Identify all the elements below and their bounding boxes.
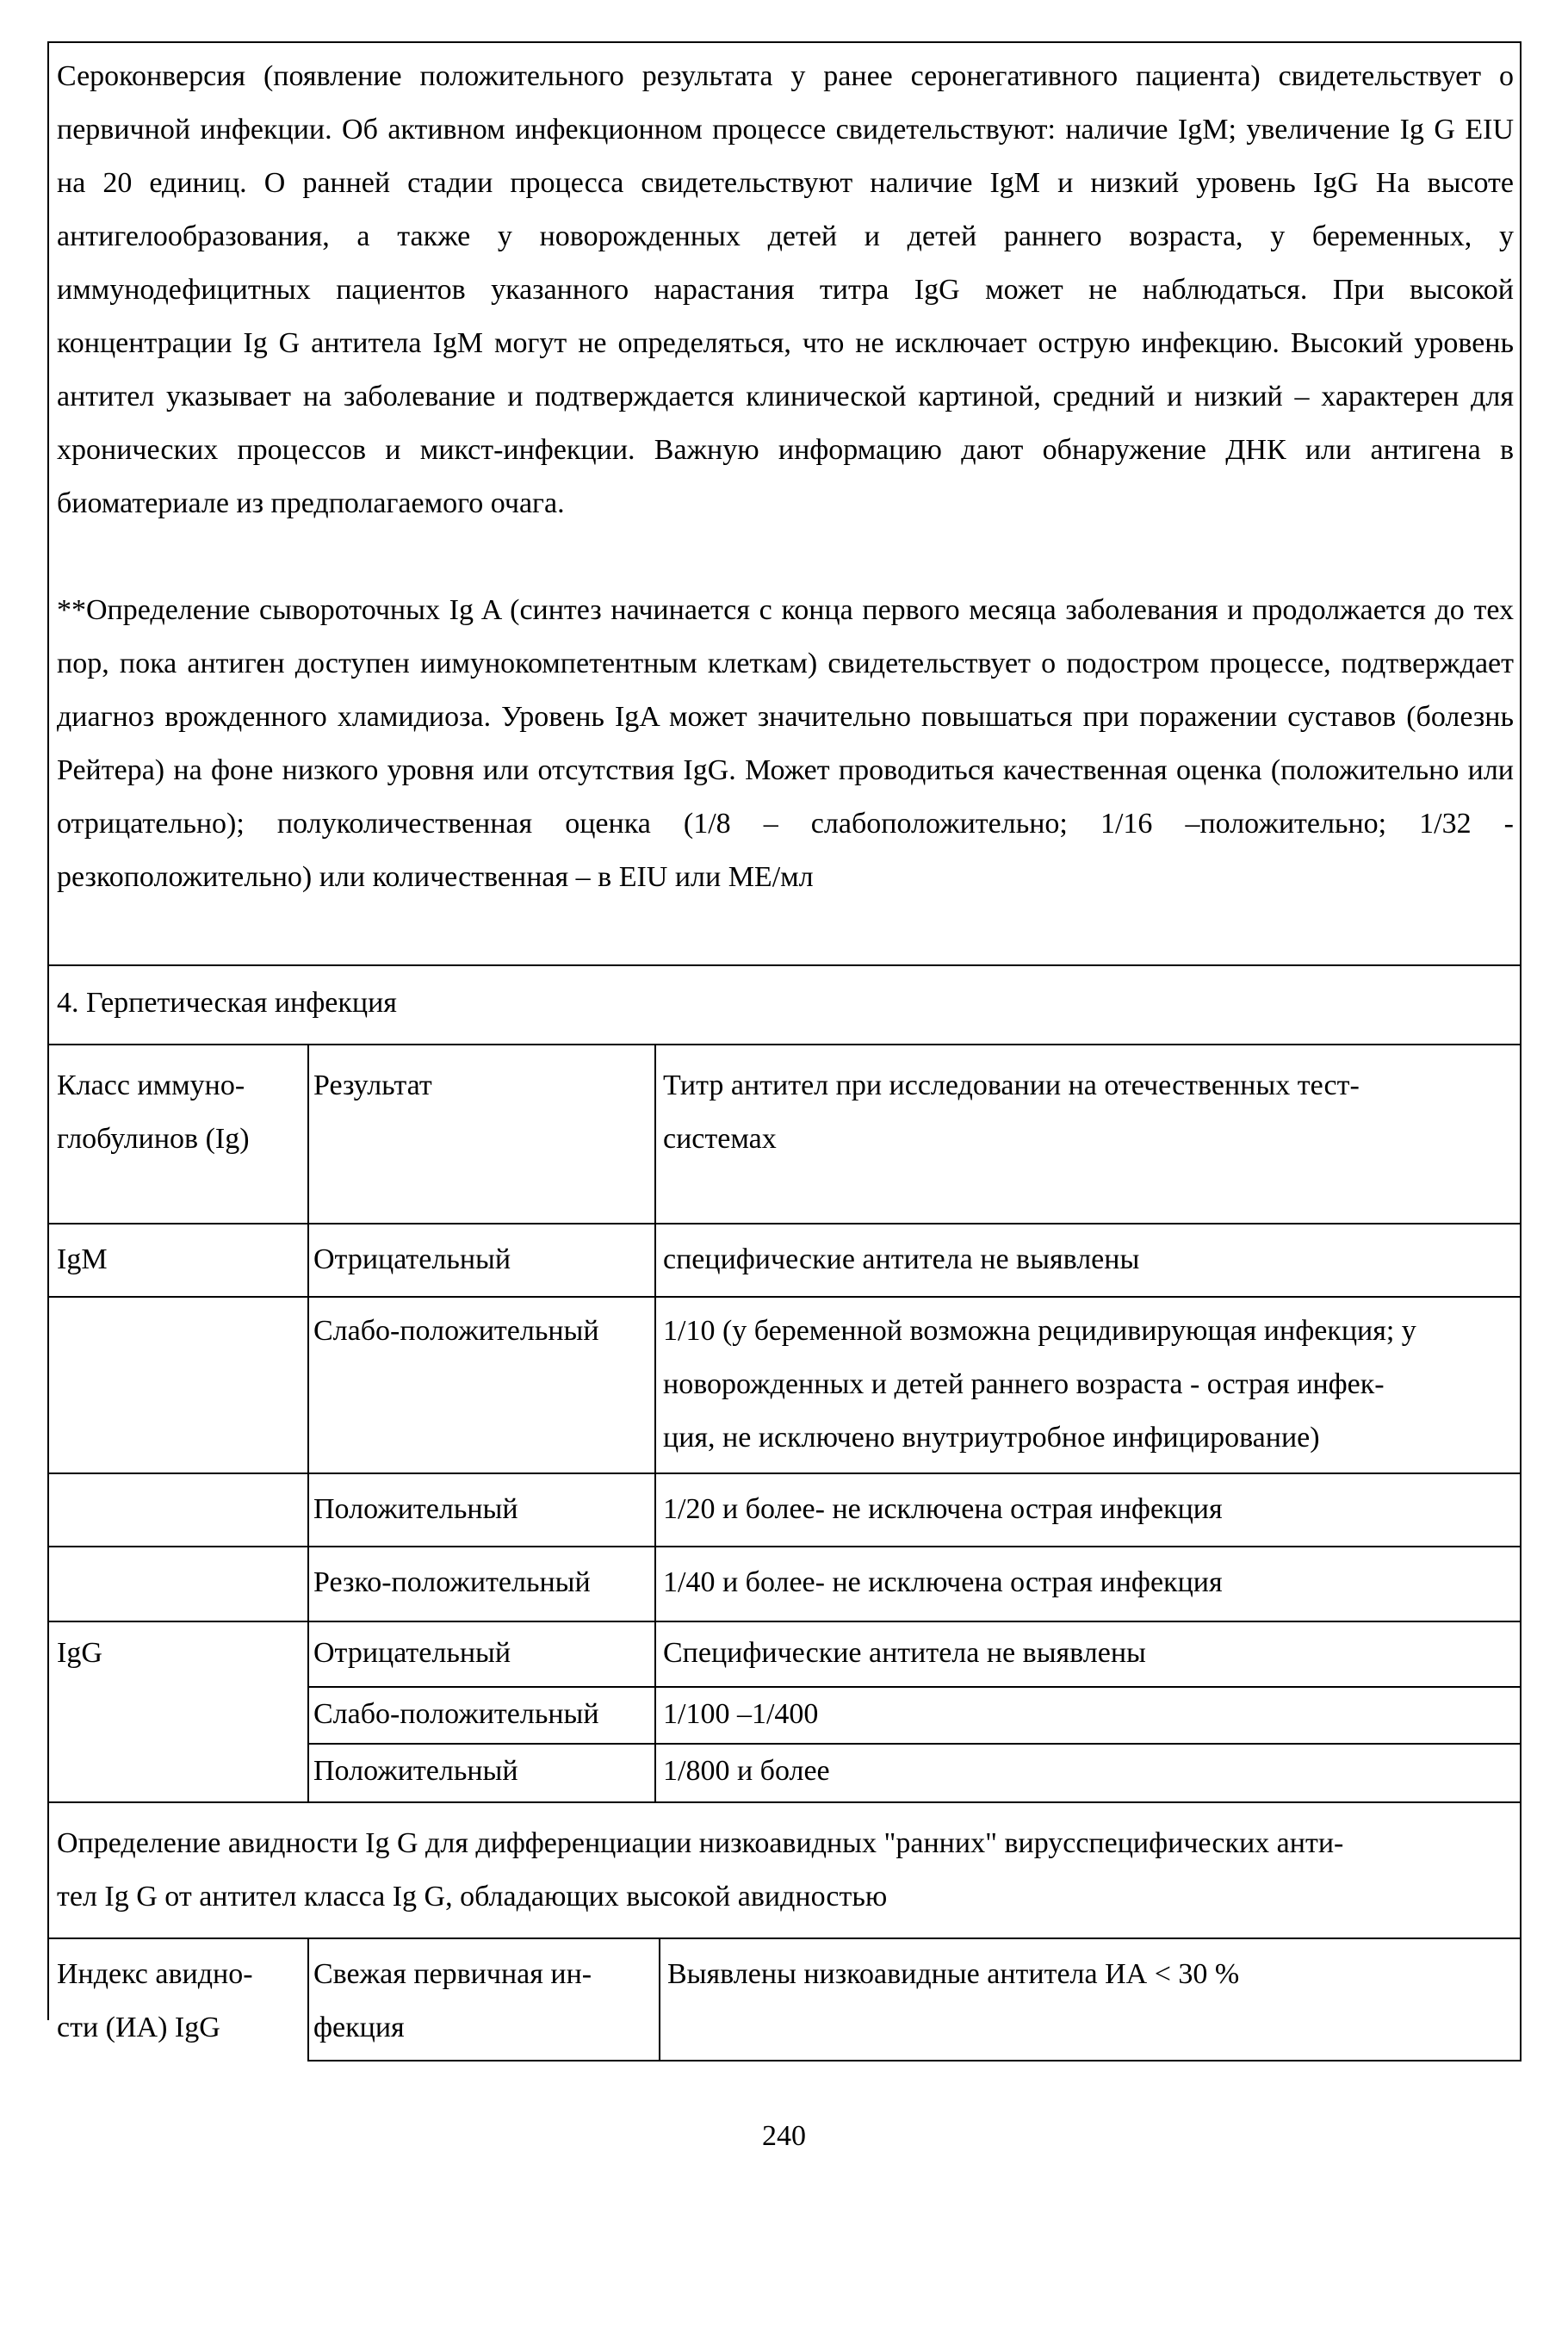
- avidity-stage-line1: Свежая первичная ин-: [313, 1958, 592, 1990]
- header-class-line2: глобулинов (Ig): [57, 1123, 250, 1155]
- cell-titer-line: новорожденных и детей раннего возраста - острая инфек-: [663, 1368, 1385, 1400]
- cell-result: Положительный: [313, 1755, 518, 1787]
- avidity-title-line: тел Ig G от антител класса Ig G, обладающих высокой авидностью: [57, 1881, 888, 1913]
- cell-titer: специфические антитела не выявлены: [663, 1243, 1140, 1275]
- avidity-col-divider-1: [307, 1938, 309, 2062]
- header-titer-line2: системах: [663, 1123, 777, 1155]
- row-rule: [47, 1801, 1522, 1803]
- cell-class: IgM: [57, 1243, 108, 1275]
- col-divider-1: [307, 1044, 309, 1801]
- paragraph-text: Сероконверсия (появление положительного результата у ранее серонегативного пациента) свидетельствует о первичной инфекции. Об активном инфекционном процессе свидетельствуют: наличие IgM; увеличение Ig G EIU на 20 единиц. О ранней стадии процесса свидетельствуют наличие IgM и низкий уровень IgG На высоте антигелообразования, а также у новорожденных детей и детей раннего возраста, у беременных, у иммунодефицитных пациентов указанного нарастания титра IgG может не наблюдаться. При высокой концентрации Ig G антитела IgM могут не определяться, что не исключает острую инфекцию. Высокий уровень антител указывает на заболевание и подтверждается клинической картиной, средний и низкий – характерен для хронических процессов и микст-инфекции. Важную информацию дают обнаружение ДНК или антигена в биоматериале из предполагаемого очага.: [57, 60, 1514, 519]
- cell-titer: 1/800 и более: [663, 1755, 830, 1787]
- cell-titer: 1/40 и более- не исключена острая инфекция: [663, 1566, 1223, 1598]
- cell-titer: 1/100 –1/400: [663, 1698, 819, 1730]
- frame-right: [1520, 41, 1522, 2062]
- frame-left: [47, 41, 49, 2020]
- cell-result: Положительный: [313, 1493, 518, 1525]
- frame-top: [47, 41, 1522, 43]
- cell-result: Отрицательный: [313, 1243, 511, 1275]
- row-rule: [47, 1223, 1522, 1224]
- col-divider-2: [654, 1044, 656, 1801]
- row-rule: [47, 1296, 1522, 1298]
- avidity-result: Выявлены низкоавидные антитела ИА < 30 %: [667, 1958, 1240, 1990]
- avidity-index-line2: сти (ИА) IgG: [57, 2012, 220, 2043]
- table-top-rule: [47, 1044, 1522, 1045]
- paragraph-seroconversion: [57, 50, 1514, 530]
- row-rule: [47, 1621, 1522, 1622]
- avidity-row-rule: [47, 1938, 1522, 1939]
- section-divider: [47, 964, 1522, 966]
- section-title: 4. Герпетическая инфекция: [57, 987, 397, 1019]
- paragraph-iga: [57, 584, 1514, 904]
- cell-result: Слабо-положительный: [313, 1698, 599, 1730]
- cell-titer: 1/20 и более- не исключена острая инфекция: [663, 1493, 1223, 1525]
- row-rule: [47, 1472, 1522, 1474]
- avidity-title-line: Определение авидности Ig G для дифференциации низкоавидных "ранних" вирусспецифических анти-: [57, 1827, 1344, 1859]
- cell-class: IgG: [57, 1637, 102, 1669]
- row-rule: [47, 1546, 1522, 1547]
- cell-result: Отрицательный: [313, 1637, 511, 1669]
- cell-titer-line: 1/10 (у беременной возможна рецидивирующая инфекция; у: [663, 1315, 1416, 1347]
- avidity-bottom-rule: [307, 2060, 1522, 2062]
- cell-titer-line: ция, не исключено внутриутробное инфицирование): [663, 1422, 1320, 1454]
- page-number: 240: [762, 2120, 806, 2152]
- header-titer-line1: Титр антител при исследовании на отечественных тест-: [663, 1070, 1360, 1101]
- avidity-stage-line2: фекция: [313, 2012, 405, 2043]
- paragraph-text: **Определение сывороточных Ig A (синтез начинается с конца первого месяца заболевания и продолжается до тех пор, пока антиген доступен иимунокомпетентным клеткам) свидетельствует о подостром процессе, подтверждает диагноз врожденного хламидиоза. Уровень IgA может значительно повышаться при поражении суставов (болезнь Рейтера) на фоне низкого уровня или отсутствия IgG. Может проводиться качественная оценка (положительно или отрицательно); полуколичественная оценка (1/8 – слабоположительно; 1/16 –положительно; 1/32 - резкоположительно) или количественная – в EIU или МЕ/мл: [57, 594, 1514, 893]
- avidity-col-divider-2: [659, 1938, 660, 2062]
- avidity-index-line1: Индекс авидно-: [57, 1958, 253, 1990]
- cell-result: Резко-положительный: [313, 1566, 591, 1598]
- cell-titer: Специфические антитела не выявлены: [663, 1637, 1146, 1669]
- cell-result: Слабо-положительный: [313, 1315, 599, 1347]
- header-class-line1: Класс иммуно-: [57, 1070, 245, 1101]
- header-result: Результат: [313, 1070, 432, 1101]
